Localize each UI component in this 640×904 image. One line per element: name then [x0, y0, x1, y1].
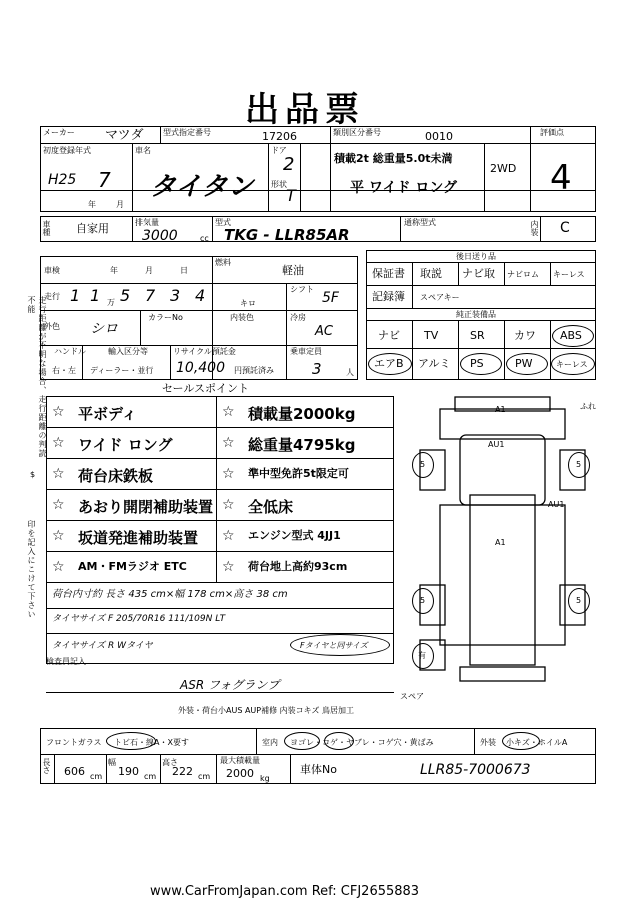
eq-airbag: エアB	[374, 357, 404, 370]
ext-value: 小キズ・ホイルA	[506, 738, 568, 747]
type-cert-value: 17206	[262, 130, 297, 143]
vin-value: LLR85-7000673	[420, 762, 531, 778]
interior-label: 内装	[530, 220, 539, 236]
disp-value: 3000	[142, 228, 178, 244]
mileage-d5: 4	[195, 286, 206, 305]
year-unit: 年	[88, 200, 96, 209]
wid-unit: cm	[144, 772, 157, 781]
mileage-label: 走行	[44, 292, 60, 301]
diag-5-fl: 5	[420, 460, 426, 469]
diag-spare-mark: 有	[418, 651, 426, 660]
sales-point-text: 準中型免許5t限定可	[248, 467, 349, 480]
model-label: 型式	[215, 218, 231, 227]
mileage-d4: 3	[170, 286, 181, 305]
km-label: キロ	[240, 299, 256, 308]
diag-label-a1-top: A1	[495, 405, 506, 414]
hgt-unit: cm	[198, 772, 211, 781]
insp-y: 年	[110, 266, 118, 275]
vin-label: 車体No	[300, 763, 337, 776]
sales-point-text: 荷台床鉄板	[78, 467, 154, 485]
inspector-label: 検査員記入	[46, 657, 86, 666]
footer-ref: www.CarFromJapan.com Ref: CFJ2655883	[150, 884, 420, 899]
max-load-label: 最大積載量	[220, 756, 260, 765]
era-value: H25	[48, 172, 77, 188]
eq-sr: SR	[470, 329, 485, 342]
sales-point-text: 積載量2000kg	[248, 405, 356, 423]
recycle-label: リサイクル預託金	[173, 347, 236, 356]
load-note: 積載2t 総重量5.0t未満	[334, 152, 453, 165]
disp-unit: cc	[200, 234, 209, 243]
car-name-value: タイタン	[150, 172, 254, 202]
use-label: 車種	[42, 220, 51, 236]
fuel-label: 燃料	[215, 258, 231, 267]
eq-tv: TV	[424, 329, 439, 342]
side-note-1: 走行距離が不明な場合、走行距離の判読不能	[27, 296, 47, 458]
disp-label: 排気量	[135, 218, 159, 227]
eq-alloy: アルミ	[418, 357, 451, 370]
sales-point-star-icon: ☆	[222, 497, 235, 513]
sales-point-text: エンジン型式 4JJ1	[248, 529, 341, 542]
ac-value: AC	[315, 324, 333, 339]
car-name-label: 車名	[135, 146, 151, 155]
diag-label-a1-bed: A1	[495, 538, 506, 547]
diag-label-au1-right: AU1	[548, 500, 565, 509]
shift-value: 5F	[322, 290, 339, 306]
bed-size: 荷台内寸約 長さ 435 cm×幅 178 cm×高さ 38 cm	[52, 589, 288, 600]
mileage-d0: 1	[70, 286, 81, 305]
sales-point-text: あおり開閉補助装置	[78, 498, 214, 516]
sales-point-star-icon: ☆	[52, 404, 65, 420]
opt-navirom: ナビロム	[507, 270, 539, 279]
sales-point-star-icon: ☆	[52, 559, 65, 575]
inspection-label: 車検	[44, 266, 60, 275]
max-load-unit: kg	[260, 774, 270, 783]
handle-label: ハンドル	[54, 347, 86, 356]
maker-value: マツダ	[105, 128, 144, 143]
glass-value: トビ石・線A・X要す	[114, 738, 189, 747]
seats-label: 乗車定員	[290, 347, 322, 356]
len-unit: cm	[90, 772, 103, 781]
sales-point-star-icon: ☆	[222, 435, 235, 451]
record-label: 記録簿	[372, 290, 405, 303]
sales-point-text: 坂道発進補助装置	[78, 529, 199, 547]
opt-navi: ナビ取	[462, 267, 495, 280]
use-value: 自家用	[76, 222, 109, 235]
ext-label: 外装	[480, 738, 496, 747]
opt-keyless: キーレス	[553, 270, 585, 279]
drive-value: 2WD	[490, 162, 517, 175]
side-note-dollar: $	[30, 470, 36, 479]
sales-point-text: 平ボディ	[78, 405, 137, 423]
ac-label: 冷房	[290, 313, 306, 322]
mileage-d3: 7	[145, 286, 156, 305]
record-value: スペアキー	[420, 293, 460, 302]
wid-label: 幅	[108, 758, 116, 767]
eq-keyless: キーレス	[556, 360, 588, 369]
room-label: 室内	[262, 738, 278, 747]
diag-label-au1: AU1	[488, 440, 505, 449]
sales-point-text: ワイド ロング	[78, 436, 173, 454]
glass-label: フロントガラス	[46, 738, 102, 747]
diag-5-rl: 5	[420, 596, 426, 605]
opt-warranty: 保証書	[372, 267, 405, 280]
eq-pw: PW	[515, 357, 533, 370]
tire-size-2: タイヤサイズ R Wタイヤ	[52, 641, 153, 651]
sales-point-star-icon: ☆	[52, 466, 65, 482]
seats-unit: 人	[346, 368, 354, 377]
maker-label: メーカー	[43, 128, 75, 137]
hgt-label: 高さ	[162, 758, 178, 767]
sales-point-star-icon: ☆	[52, 497, 65, 513]
seats-value: 3	[312, 360, 322, 378]
color-no-label: カラーNo	[148, 313, 183, 322]
eq-navi: ナビ	[378, 329, 400, 342]
doors-label: ドア	[271, 146, 287, 155]
sales-point-text: AM・FMラジオ ETC	[78, 560, 187, 573]
grade-label: 評価点	[540, 128, 564, 137]
sales-point-star-icon: ☆	[52, 435, 65, 451]
eq-leather: カワ	[514, 329, 536, 342]
month-value: 7	[98, 168, 111, 192]
handle-value: 右・左	[52, 366, 76, 375]
diag-5-fr: 5	[576, 460, 582, 469]
sales-point-star-icon: ☆	[222, 528, 235, 544]
asr-note: ASR フォグランプ	[180, 678, 280, 692]
len-label: 長さ	[42, 758, 51, 774]
len-value: 606	[64, 765, 85, 778]
sales-point-star-icon: ☆	[222, 559, 235, 575]
sales-points-label: セールスポイント	[162, 382, 250, 395]
shape-label: 形状	[271, 180, 287, 189]
interior-value: C	[560, 220, 570, 236]
eq-ps: PS	[470, 357, 484, 370]
sales-point-star-icon: ☆	[52, 528, 65, 544]
hgt-value: 222	[172, 765, 193, 778]
mileage-d1: 1	[90, 286, 101, 305]
side-note-2: 印を記入にこけて下さい	[27, 520, 36, 619]
eq-abs: ABS	[560, 329, 582, 342]
shift-label: シフト	[290, 285, 314, 294]
class-label: 類別区分番号	[333, 128, 381, 137]
type-cert-label: 型式指定番号	[163, 128, 211, 137]
recycle-unit: 円預託済み	[234, 366, 274, 375]
ext-note: 外装・荷台小AUS AUP補修 内装コキズ 鳥居加工	[178, 706, 355, 715]
sales-point-star-icon: ☆	[222, 404, 235, 420]
ext-color-label: 外色	[44, 322, 60, 331]
body-note: 平 ワイド ロング	[350, 180, 458, 196]
after-label: 後日送り品	[456, 252, 496, 261]
tire-note: Fタイヤと同サイズ	[300, 641, 368, 650]
fuel-value: 軽油	[282, 264, 304, 277]
shape-value: T	[286, 186, 296, 205]
man-label: 万	[107, 298, 115, 307]
tire-size: タイヤサイズ F 205/70R16 111/109N LT	[52, 614, 226, 624]
int-color-label: 内装色	[230, 313, 254, 322]
ext-color-value: シロ	[90, 321, 118, 337]
page-title: 出品票	[245, 90, 365, 130]
month-unit: 月	[116, 200, 124, 209]
opt-manual: 取説	[420, 267, 442, 280]
room-value: ヨゴレ・コゲ・ヤブレ・コゲ穴・黄ばみ	[290, 738, 434, 747]
import-label: 輸入区分等	[108, 347, 148, 356]
insp-d: 日	[180, 266, 188, 275]
sales-point-text: 総重量4795kg	[248, 436, 356, 454]
doors-value: 2	[283, 154, 295, 175]
import-value: ディーラー・並行	[90, 366, 154, 375]
model-type-label: 通称型式	[404, 218, 436, 227]
mileage-d2: 5	[120, 286, 131, 305]
diag-spare-label: スペア	[400, 692, 424, 701]
sales-point-star-icon: ☆	[222, 466, 235, 482]
recycle-value: 10,400	[176, 360, 225, 376]
first-reg-label: 初度登録年式	[43, 146, 91, 155]
insp-m: 月	[145, 266, 153, 275]
model-value: TKG - LLR85AR	[224, 226, 350, 244]
diag-note-top: ふれ	[580, 402, 596, 411]
sales-point-text: 荷台地上高約93cm	[248, 560, 348, 573]
class-value: 0010	[425, 130, 453, 143]
grade-value: 4	[550, 158, 572, 198]
diag-5-rr: 5	[576, 596, 582, 605]
sales-point-text: 全低床	[248, 498, 294, 516]
wid-value: 190	[118, 765, 139, 778]
equip-label: 純正装備品	[456, 310, 496, 319]
max-load-value: 2000	[226, 767, 254, 780]
